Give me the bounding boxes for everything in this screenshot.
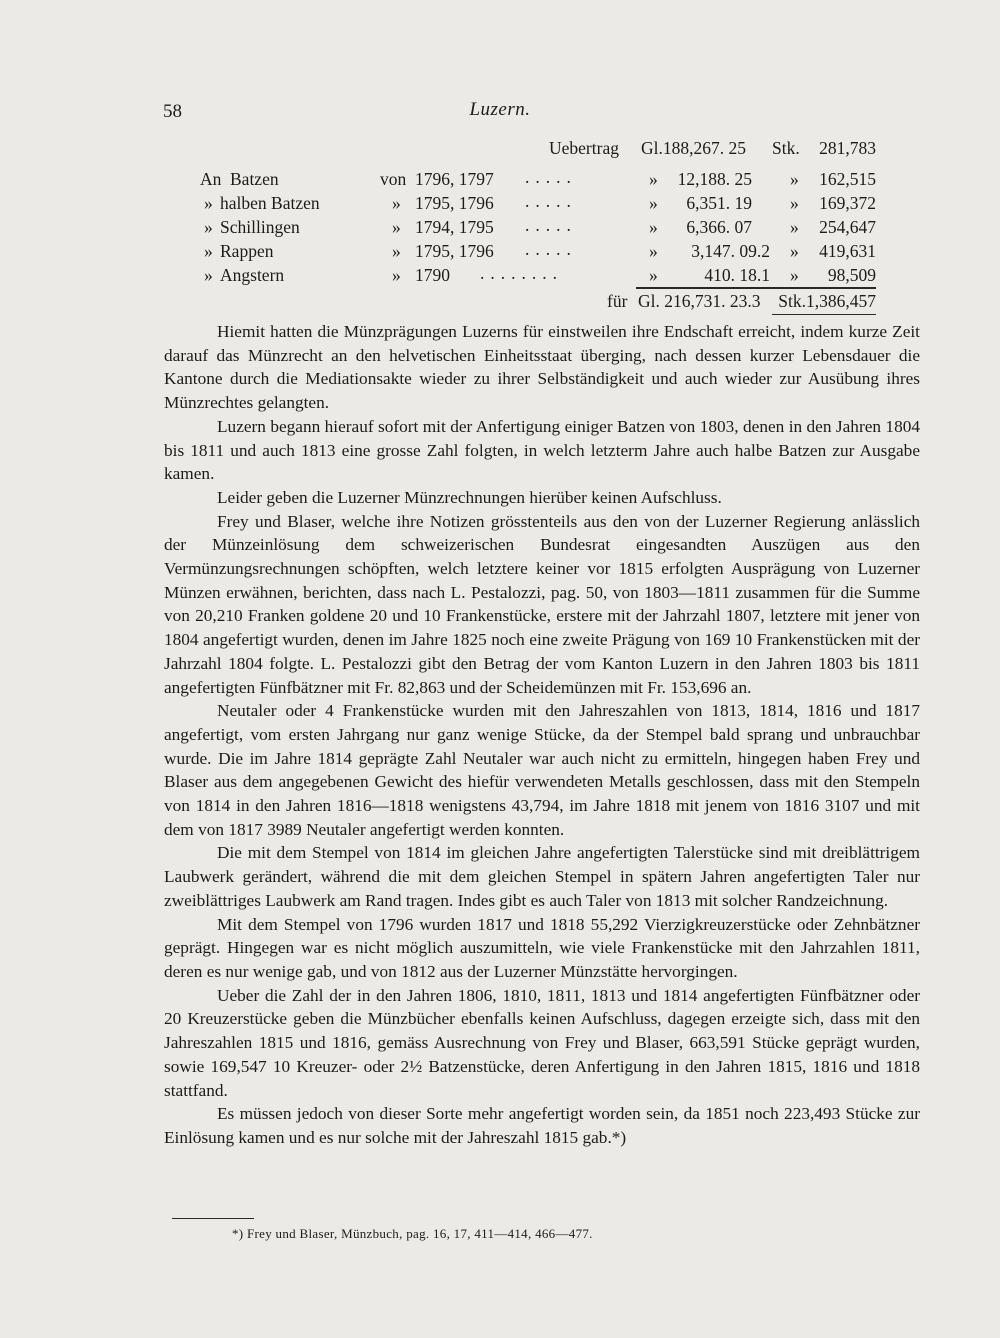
total-rule [772,314,876,315]
row-years: 1794, 1795 [415,217,494,237]
leader-dots: ..... [525,167,577,187]
row-gl-mark: » [649,217,658,237]
row-stk-mark: » [790,241,799,261]
row-coin: halben Batzen [220,193,320,213]
row-gl-mark: » [649,169,658,189]
carry-label: Uebertrag [549,138,619,158]
paragraph: Ueber die Zahl der in den Jahren 1806, 1810, 1811, 1813 und 1814 angefertigten Fünfbätzner oder 20 Kreuzerstücke geben die Münzbücher ebenfalls keinen Aufschluss, dagegen erzeigte sich, dass mit den Jahreszahlen 1815 und 1816, gemäss Ausrechnung von Frey und Blaser, 663,591 Stücke geprägt wurden, sowie 169,547 10 Kreuzer- oder 2½ Batzenstücke, deren Anfertigung in den Jahren 1815, 1816 und 1818 stattfand. [164,985,920,1100]
row-von: » [392,241,401,261]
row-gl-mark: » [649,265,658,285]
paragraph: Hiemit hatten die Münzprägungen Luzerns für einstweilen ihre Endschaft erreicht, indem kurze Zeit darauf das Münzrecht an den helvetischen Einheitsstaat überging, nach dessen kurzer Lebensdauer die Kantone durch die Mediationsakte wieder zu ihrer Selbständigkeit und auch wieder zur Ausübung ihres Münzrechtes gelangten. [164,322,920,413]
running-title: Luzern. [469,99,531,120]
row-von: » [392,193,401,213]
row-von: » [392,265,401,285]
paragraph: Frey und Blaser, welche ihre Notizen grösstenteils aus den von der Luzerner Regierung anlässlich der Münzeinlösung dem schweizerischen Bundesrat eingesandten Auszügen aus den Vermünzungsrechnungen schöpften, welch letztere keiner vor 1815 erfolgten Ausprägung von Luzerner Münzen erwähnen, berichten, dass nach L. Pestalozzi, pag. 50, von 1803—1811 zusammen für die Summe von 20,210 Franken goldene 20 und 10 Frankenstücke, erstere mit der Jahrzahl 1807, letztere mit jener von 1804 angefertigt wurden, denen im Jahre 1825 noch eine zweite Prägung von 169 10 Frankenstücken mit der Jahrzahl 1804 folgte. L. Pestalozzi gibt den Betrag der vom Kanton Luzern in den Jahren 1803 bis 1811 angefertigten Fünfbätzner mit Fr. 82,863 und der Scheidemünzen mit Fr. 153,696 an. [164,511,920,697]
row-prefix: An [200,169,222,189]
row-gl-mark: » [649,241,658,261]
row-years: 1790 [415,265,450,285]
row-gl: 12,188. 25 [677,169,752,189]
row-prefix: » [204,265,213,285]
leader-dots: ........ [480,263,563,283]
row-years: 1795, 1796 [415,193,494,213]
row-stk-mark: » [790,193,799,213]
carry-gl: Gl.188,267. 25 [641,138,746,158]
row-gl: 3,147. 09.2 [691,241,770,261]
paragraph: Leider geben die Luzerner Münzrechnungen hierüber keinen Aufschluss. [217,487,722,507]
row-stk: 98,509 [827,265,876,285]
row-stk: 419,631 [819,241,876,261]
leader-dots: ..... [525,239,577,259]
row-gl: 410. 18.1 [704,265,770,285]
leader-dots: ..... [525,191,577,211]
row-years: 1796, 1797 [415,169,494,189]
footnote: *) Frey und Blaser, Münzbuch, pag. 16, 17, 411—414, 466—477. [232,1226,593,1241]
total-gl: Gl. 216,731. 23.3 [638,291,761,311]
row-coin: Schillingen [220,217,300,237]
carry-stk-label: Stk. [772,138,800,158]
row-gl-mark: » [649,193,658,213]
row-coin: Angstern [220,265,285,285]
row-von: » [392,217,401,237]
row-prefix: » [204,217,213,237]
paragraph: Neutaler oder 4 Frankenstücke wurden mit den Jahreszahlen von 1813, 1814, 1816 und 1817 angefertigt, vom ersten Jahrgang nur ganz wenige Stücke, da der Stempel bald sprang und unbrauchbar wurde. Die im Jahre 1814 geprägte Zahl Neutaler war auch nicht zu ermitteln, hingegen haben Frey und Blaser aus dem angegebenen Gewicht des hiefür verwendeten Metalls geschlossen, dass mit den Stempeln von 1814 in den Jahren 1816—1818 wenigstens 43,794, im Jahre 1818 mit jenem von 1816 3107 und mit dem von 1817 3989 Neutaler angefertigt werden konnten. [164,701,920,839]
carry-stk: 281,783 [819,138,876,158]
leader-dots: ..... [525,215,577,235]
row-stk-mark: » [790,169,799,189]
paragraph: Es müssen jedoch von dieser Sorte mehr angefertigt worden sein, da 1851 noch 223,493 Stücke zur Einlösung kamen und es nur solche mit der Jahreszahl 1815 gab.*) [164,1104,920,1147]
footnote-rule [172,1218,254,1219]
row-prefix: » [204,193,213,213]
page-number: 58 [163,101,182,122]
row-gl: 6,351. 19 [686,193,752,213]
total-stk: Stk.1,386,457 [778,291,876,311]
row-stk: 254,647 [819,217,876,237]
row-coin: Batzen [230,169,279,189]
row-prefix: » [204,241,213,261]
row-coin: Rappen [220,241,274,261]
body-text [164,320,920,1150]
sum-rule [636,287,876,289]
row-years: 1795, 1796 [415,241,494,261]
row-stk-mark: » [790,265,799,285]
total-label: für [607,291,628,311]
row-stk-mark: » [790,217,799,237]
row-von: von [380,169,407,189]
paragraph: Die mit dem Stempel von 1814 im gleichen Jahre angefertigten Talerstücke sind mit dreiblättrigem Laubwerk gerändert, während die mit dem gleichen Stempel in spätern Jahren angefertigten Taler nur zweiblättriges Laubwerk am Rand tragen. Indes gibt es auch Taler von 1813 mit solcher Randzeichnung. [164,843,920,910]
paragraph: Mit dem Stempel von 1796 wurden 1817 und 1818 55,292 Vierzigkreuzerstücke oder Zehnbätzner geprägt. Hingegen war es nicht möglich auszumitteln, wie viele Frankenstücke mit den Jahrzahlen 1811, deren es nur wenige gab, und von 1812 aus der Luzerner Münzstätte hervorgingen. [164,914,920,981]
paragraph: Luzern begann hierauf sofort mit der Anfertigung einiger Batzen von 1803, denen in den Jahren 1804 bis 1811 und auch 1813 eine grosse Zahl folgten, in welch letzterm Jahre auch halbe Batzen zur Ausgabe kamen. [164,416,920,484]
row-gl: 6,366. 07 [686,217,752,237]
row-stk: 162,515 [819,169,876,189]
row-stk: 169,372 [819,193,876,213]
